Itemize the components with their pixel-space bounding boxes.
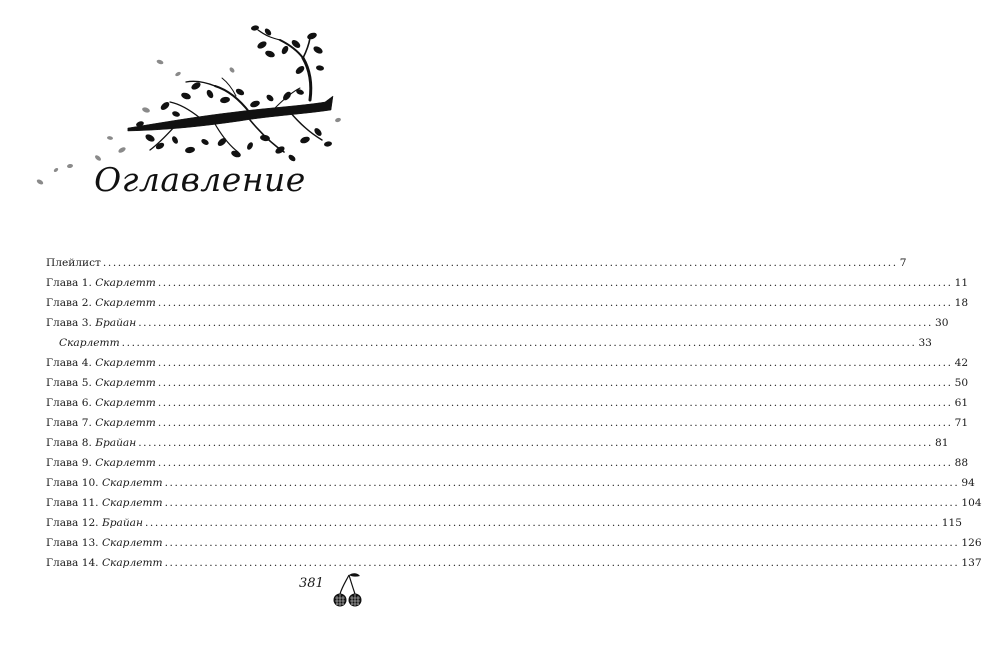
entry-prefix: Глава 4. [46,357,96,369]
page-title: Оглавление [94,160,306,199]
entry-page-number: 81 [934,437,949,449]
entry-prefix: Глава 14. [46,557,102,569]
toc-subentry [46,337,932,357]
entry-prefix: Глава 1. [46,277,96,289]
entry-prefix: Глава 7. [46,417,96,429]
entry-prefix: Глава 11. [46,497,102,509]
dot-leader: ................................................................................................................................................................ [157,397,953,409]
entry-page-number: 104 [961,497,982,509]
entry-prefix: Глава 12. [46,517,102,529]
entry-name: Скарлетт [95,277,156,289]
toc-entry [46,277,969,297]
entry-prefix: Глава 13. [46,537,102,549]
entry-name: Брайан [101,517,143,529]
toc-entry [46,357,969,377]
entry-name: Скарлетт [95,357,156,369]
entry-page-number: 88 [954,457,969,469]
table-of-contents [46,257,982,577]
entry-name: Скарлетт [95,297,156,309]
page-footer [299,572,369,612]
entry-label [46,357,156,369]
entry-name: Скарлетт [101,557,163,569]
entry-page-number: 42 [954,357,969,369]
entry-prefix: Глава 10. [46,477,102,489]
entry-name: Скарлетт [95,457,156,469]
entry-name: Скарлетт [59,337,120,349]
entry-page-number: 94 [961,477,975,489]
page-number: 381 [299,576,324,591]
entry-prefix: Глава 9. [46,457,96,469]
entry-page-number: 115 [941,517,962,529]
dot-leader: ................................................................................................................................................................ [157,457,953,469]
entry-label [46,317,136,329]
toc-entry [46,557,982,577]
entry-label [46,537,163,549]
dot-leader: ................................................................................................................................................................ [164,537,960,549]
entry-name: Скарлетт [95,397,156,409]
entry-prefix: Глава 8. [46,437,96,449]
entry-label [46,557,163,569]
dot-leader: ................................................................................................................................................................ [138,437,933,449]
toc-entry [46,477,975,497]
entry-page-number: 137 [961,557,982,569]
toc-entry [46,397,969,417]
entry-label [46,437,136,449]
entry-page-number: 50 [954,377,969,389]
entry-page-number: 30 [934,317,949,329]
entry-name: Скарлетт [95,377,156,389]
dot-leader: ................................................................................................................................................................ [157,377,953,389]
toc-entry [46,317,949,337]
dot-leader: ................................................................................................................................................................ [157,277,953,289]
toc-entry [46,377,969,397]
entry-name: Скарлетт [101,477,163,489]
entry-prefix: Глава 6. [46,397,96,409]
dot-leader: ................................................................................................................................................................ [157,357,953,369]
entry-label [46,397,156,409]
entry-name: Скарлетт [95,417,156,429]
entry-label [46,517,143,529]
toc-entry [46,437,949,457]
entry-page-number: 126 [961,537,982,549]
entry-page-number: 71 [954,417,969,429]
entry-label [46,377,156,389]
entry-page-number: 18 [954,297,969,309]
entry-name: Скарлетт [101,497,163,509]
entry-prefix: Плейлист [46,257,101,269]
entry-page-number: 33 [918,337,932,349]
toc-entry [46,537,982,557]
dot-leader: ................................................................................................................................................................ [164,477,960,489]
dot-leader: ................................................................................................................................................................ [121,337,917,349]
entry-label [46,457,156,469]
entry-label [46,257,101,269]
dot-leader: ................................................................................................................................................................ [144,517,940,529]
toc-entry [46,517,962,537]
entry-name: Брайан [95,317,137,329]
dot-leader: ................................................................................................................................................................ [164,557,960,569]
entry-label [46,297,156,309]
entry-prefix: Глава 3. [46,317,96,329]
entry-prefix: Глава 5. [46,377,96,389]
entry-prefix: Глава 2. [46,297,96,309]
dot-leader: ................................................................................................................................................................ [102,257,898,269]
toc-entry [46,457,969,477]
toc-entry [46,257,907,277]
entry-label [46,337,120,349]
cherry-icon [331,572,365,608]
entry-page-number: 7 [899,257,907,269]
entry-label [46,417,156,429]
dot-leader: ................................................................................................................................................................ [157,297,953,309]
entry-name: Скарлетт [101,537,163,549]
entry-label [46,277,156,289]
dot-leader: ................................................................................................................................................................ [164,497,960,509]
entry-name: Брайан [95,437,137,449]
toc-entry [46,297,969,317]
entry-label [46,497,163,509]
entry-label [46,477,163,489]
entry-page-number: 61 [954,397,969,409]
entry-page-number: 11 [954,277,969,289]
toc-entry [46,417,969,437]
dot-leader: ................................................................................................................................................................ [138,317,933,329]
dot-leader: ................................................................................................................................................................ [157,417,953,429]
toc-entry [46,497,982,517]
